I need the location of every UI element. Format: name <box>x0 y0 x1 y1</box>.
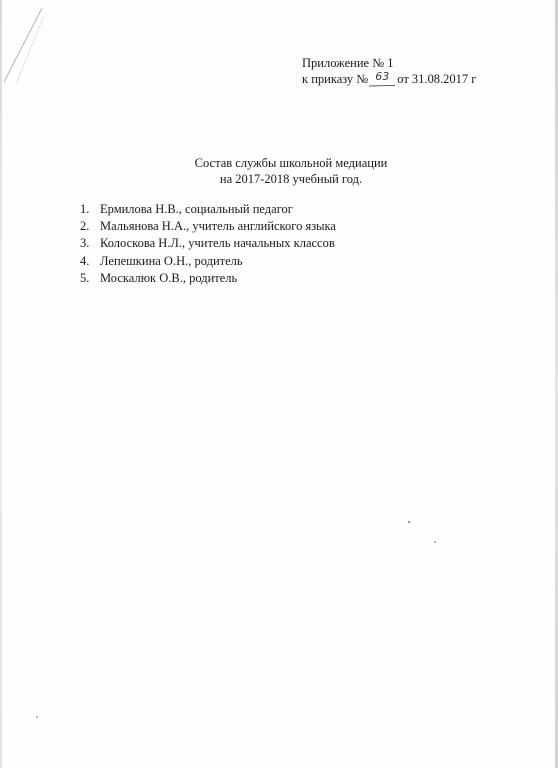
list-item <box>80 253 336 270</box>
list-item-number: 2. <box>80 219 90 234</box>
list-item-number: 1. <box>80 202 90 216</box>
appendix-header <box>302 55 476 87</box>
list-item-text: Ермилова Н.В., социальный педагог <box>100 202 293 216</box>
list-item-number: 4. <box>80 253 90 268</box>
list-item-text: Лепешкина О.Н., родитель <box>100 253 243 268</box>
scan-artifact-stroke <box>2 6 44 84</box>
list-item-text: Москалюк О.В., родитель <box>100 270 238 285</box>
title-line-1: Состав службы школьной медиации <box>194 156 388 170</box>
list-item <box>80 201 336 218</box>
scan-speck <box>408 521 410 523</box>
list-item-text: Мальянова Н.А., учитель английского языка <box>100 219 336 234</box>
list-item-text: Колоскова Н.Л., учитель начальных классов <box>100 236 335 251</box>
members-list <box>80 201 336 287</box>
order-reference <box>302 71 476 87</box>
list-item-number: 3. <box>80 236 90 251</box>
scan-speck <box>434 541 436 543</box>
handwritten-order-number: 63 <box>369 71 395 87</box>
document-title <box>0 155 558 187</box>
list-item <box>80 235 336 252</box>
order-date: от 31.08.2017 г <box>397 72 477 86</box>
list-item-number: 5. <box>80 270 90 285</box>
title-line-2: на 2017-2018 учебный год. <box>219 172 363 186</box>
list-item <box>80 270 336 287</box>
appendix-label: Приложение № 1 <box>302 56 394 70</box>
list-item <box>80 218 336 235</box>
scan-edge-left <box>0 0 2 768</box>
scan-speck <box>36 716 38 718</box>
order-prefix: к приказу № <box>302 72 369 86</box>
